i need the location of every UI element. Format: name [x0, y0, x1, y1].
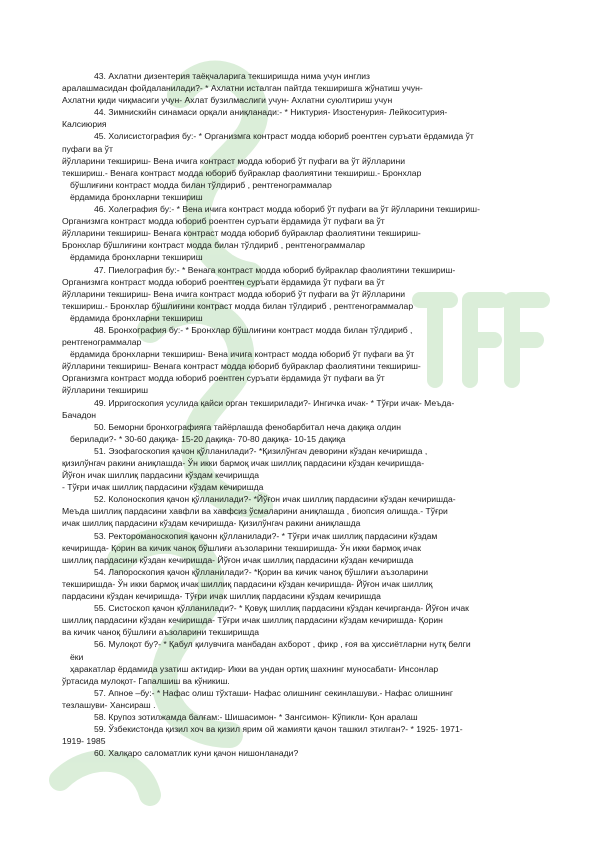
question-item [62, 445, 534, 493]
answer-text: 1919- 1985 [62, 736, 106, 747]
question-text: 51. Эзофагоскопия қачон қўлланилади?- *Қизилўнгач деворини кўздан кечиришда , [94, 445, 428, 456]
question-item [62, 530, 534, 566]
question-item [62, 70, 534, 106]
document-body [62, 70, 534, 759]
answer-text: кечиришда- Қорин ва кичик чаноқ бўшлиғи аъзоларини текширишда- Ўн икки бармоқ ичак [62, 542, 421, 553]
question-text: 50. Беморни бронхографияга тайёрлашда фенобарбитал неча дақиқа олдин [94, 421, 401, 432]
answer-text: ёрдамида бронхларни текшириш- Вена ичига контраст модда юбориб ўт пуфаги ва ўт [70, 349, 415, 360]
question-text: 45. Холисистография бу:- * Организмга контраст модда юбориб роентген суръати ёрдамида ўт [94, 131, 474, 142]
answer-text: пуфаги ва ўт [62, 143, 113, 154]
answer-text: Организмга контраст модда юбориб роентген суръати ёрдамида ўт пуфаги ва ўт [62, 276, 385, 287]
answer-text: ёрдамида бронхларни текшириш [70, 252, 203, 263]
answer-text: Бачадон [62, 409, 97, 420]
answer-text: қизилўнгач ракини аниқлашда- Ўн икки бармоқ ичак шиллиқ пардасини кўздан кечиришда- [62, 458, 425, 468]
question-item [62, 747, 534, 759]
question-text: 43. Ахлатни дизентерия таёқчаларига текширишда нима учун инглиз [94, 71, 370, 81]
question-text: 56. Мулоқот бу?- * Қабул қилувчига манбадан ахборот , фикр , ғоя ва ҳиссиётларни нутқ белги [94, 639, 471, 650]
answer-text: текшириш.- Бронхлар бўшлиғини контраст модда билан тўлдириб , рентгенограммалар [62, 300, 414, 311]
question-item [62, 687, 534, 711]
answer-text: Калсиюрия [62, 119, 107, 130]
answer-text: йўлларини текшириш [62, 385, 148, 396]
question-item [62, 723, 534, 747]
answer-text: ўртасида мулоқот- Гапалшиш ва кўникиш. [62, 675, 230, 686]
answer-text: шиллиқ пардасини кўздан кечиришда- Тўғри ичак шиллиқ пардасини кўздам кечиришда- Қорин [62, 615, 443, 626]
question-item [62, 203, 534, 263]
answer-text: Организмга контраст модда юбориб роентген суръати ёрдамида ўт пуфаги ва ўт [62, 216, 385, 227]
question-text: 47. Пиелография бу:- * Венага контраст модда юбориб буйраклар фаолиятини текшириш- [94, 264, 456, 275]
question-item [62, 711, 534, 723]
question-item [62, 130, 534, 203]
question-item [62, 324, 534, 397]
question-text: 52. Колоноскопия қачон қўлланилади?- *Йўғон ичак шиллиқ пардасини кўздан кечиришда- [94, 494, 456, 505]
answer-text: йўлларини текшириш- Венага контраст модда юбориб буйраклар фаолиятини текшириш- [62, 361, 421, 372]
answer-text: Организмга контраст модда юбориб роентген суръати ёрдамида ўт пуфаги ва ўт [62, 373, 385, 384]
answer-text: Йўғон ичак шиллиқ пардасини кўздам кечиришда [62, 470, 260, 481]
question-text: 59. Ўзбекистонда қизил хоч ва қизил ярим ой жамияти қачон ташкил этилган?- * 1925- 1971- [94, 724, 463, 735]
answer-text: бўшлиғини контраст модда билан тўлдириб , рентгенограммалар [70, 179, 332, 190]
answer-text: пардасини кўздан кечиришда- Тўғри ичак шиллиқ пардасини кўздам кечиришда [62, 591, 381, 602]
answer-text: текшириш.- Венага контраст модда юбориб буйраклар фаолиятини текшириш.- Бронхлар [62, 167, 422, 178]
answer-text: ёки [70, 651, 84, 662]
answer-text: ичак шиллиқ пардасини кўздам кечиришда- Қизилўнгач ракини аниқлашда [62, 518, 361, 529]
question-item [62, 264, 534, 324]
answer-text: текширишда- Ўн икки бармоқ ичак шиллиқ пардасини кўздан кечиришда- Йўғон ичак шиллиқ [62, 578, 433, 589]
question-text: 54. Лапороскопия қачон қўлланилади?- *Қорин ва кичик чаноқ бўшлиғи аъзоларини [94, 566, 429, 577]
question-item [62, 493, 534, 529]
question-text: 58. Крупоз зотилжамда балғам:- Шишасимон- * Зангсимон- Кўпикли- Қон аралаш [94, 711, 418, 722]
question-item [62, 566, 534, 602]
answer-text: рентгенограммалар [62, 337, 142, 348]
question-text: 46. Холеграфия бу:- * Вена ичига контраст модда юбориб ўт пуфаги ва ўт йўлларини текшириш- [94, 204, 480, 215]
answer-text: ёрдамида бронхларни текшириш [70, 312, 203, 323]
answer-text: йўлларини текшириш- Вена ичига контраст модда юбориб ўт пуфаги ва ўт йўлларини [62, 155, 405, 166]
question-text: 48. Бронхография бу:- * Бронхлар бўшлиғини контраст модда билан тўлдириб , [94, 324, 413, 335]
question-item [62, 397, 534, 421]
answer-text: йўлларини текшириш- Венага контраст модда юбориб буйраклар фаолиятини текшириш- [62, 228, 421, 239]
answer-text: берилади?- * 30-60 дақиқа- 15-20 дақиқа- 70-80 дақиқа- 10-15 дақиқа [70, 433, 346, 444]
answer-text: - Тўғри ичак шиллиқ пардасини кўздам кечиришда [62, 482, 264, 493]
answer-text: ҳаракатлар ёрдамида узатиш актидир- Икки ва ундан ортиқ шахнинг муносабати- Инсонлар [70, 663, 439, 674]
question-item [62, 638, 534, 686]
question-text: 49. Ирригоскопия усулида қайси орган текширилади?- Ингичка ичак- * Тўғри ичак- Меъда- [94, 397, 455, 408]
question-text: 55. Систоскоп қачон қўлланилади?- * Қовуқ шиллиқ пардасини кўздан кечирганда- Йўғон ичак [94, 603, 469, 614]
question-text: 44. Зимнискийн синамаси орқали аниқланади:- * Никтурия- Изостенурия- Лейкоситурия- [94, 107, 448, 118]
question-item [62, 602, 534, 638]
answer-text: ва кичик чаноқ бўшлиғи аъзоларини текширишда [62, 627, 260, 638]
question-text: 60. Халқаро саломатлик куни қачон нишонланади? [94, 748, 299, 759]
question-text: 53. Ректороманоскопия қачонн қўлланилади?- * Тўғри ичак шиллиқ пардасини кўздам [94, 530, 438, 541]
answer-text: Меъда шиллиқ пардасини хавфли ва хавфсиз ўсмаларини аниқлашда , биопсия олишда.- Тўғри [62, 506, 448, 517]
question-text: 57. Апное –бу:- * Нафас олиш тўхташи- Нафас олишнинг секинлашуви.- Нафас олишнинг [94, 687, 454, 698]
question-item [62, 106, 534, 130]
answer-text: шиллиқ пардасини кўздан кечиришда- Йўғон ичак шиллиқ пардасини кўздан кечиришда [62, 554, 414, 565]
answer-text: йўлларини текшириш- Вена ичига контраст модда юбориб ўт пуфаги ва ўт йўлларини [62, 288, 405, 299]
answer-text: Ахлатни қиди чиқмасиги учун- Ахлат бузилмаслиги учун- Ахлатни суюлтириш учун [62, 95, 393, 106]
answer-text: Бронхлар бўшлиғини контраст модда билан тўлдириб , рентгенограммалар [62, 240, 365, 251]
answer-text: тезлашуви- Хансираш . [62, 699, 156, 710]
question-item [62, 421, 534, 445]
answer-text: аралашмасидан фойдаланилади?- * Ахлатни исталган пайтда текширишга жўнатиш учун- [62, 83, 423, 94]
answer-text: ёрдамида бронхларни текшириш [70, 191, 203, 202]
